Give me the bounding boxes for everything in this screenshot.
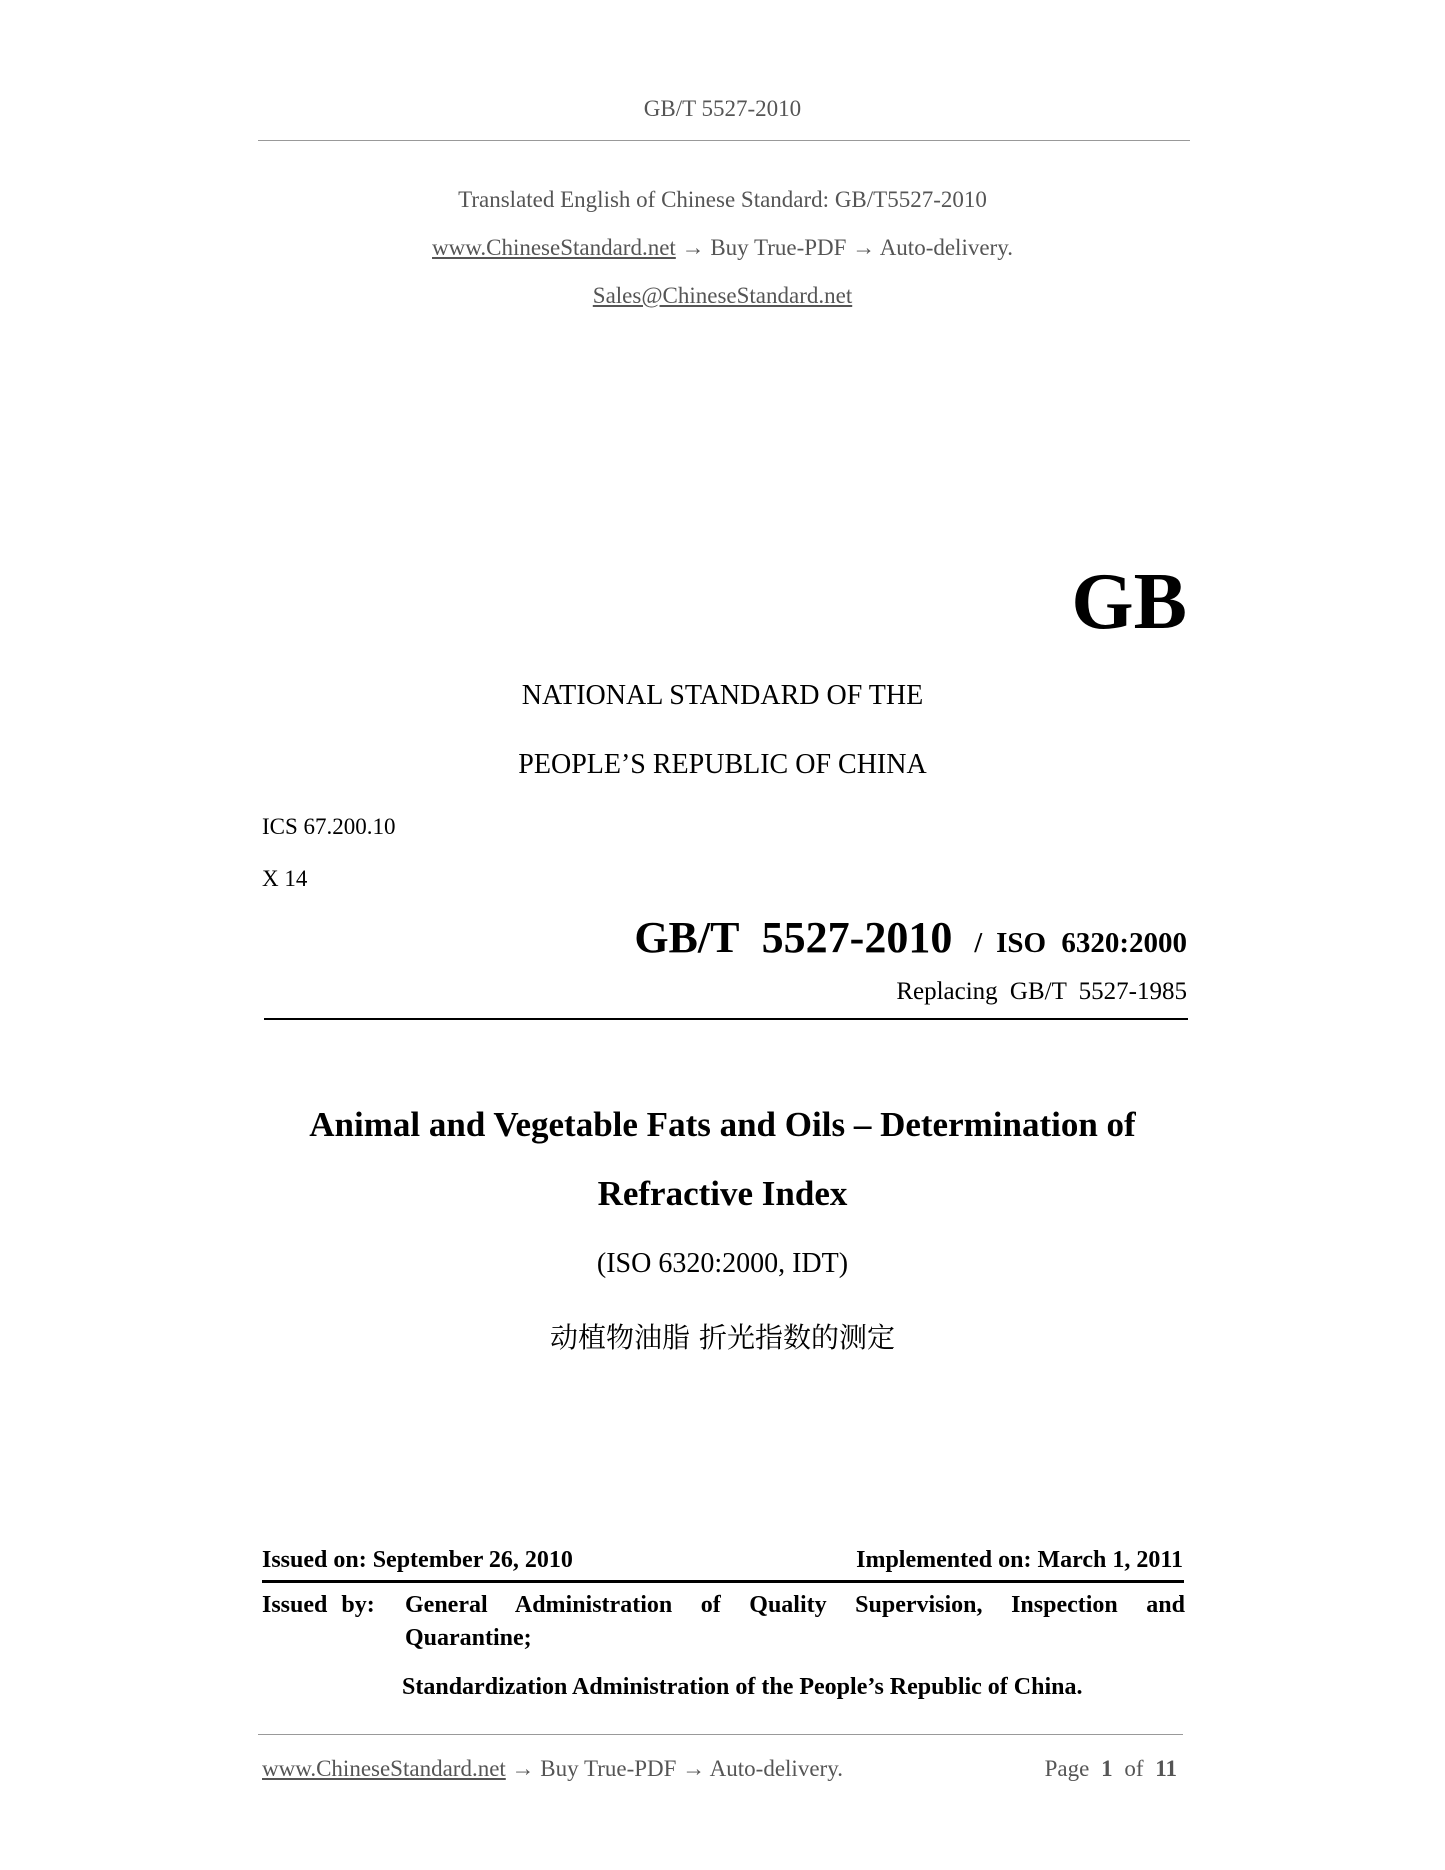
page-total: 11	[1155, 1756, 1177, 1781]
chinese-title: 动植物油脂 折光指数的测定	[550, 1321, 895, 1354]
footer-auto-delivery-text: Auto-delivery.	[709, 1756, 843, 1781]
header-divider	[258, 140, 1190, 141]
email-link[interactable]: Sales@ChineseStandard.net	[592, 283, 853, 308]
document-title-line1: Animal and Vegetable Fats and Oils – Determination of	[309, 1105, 1136, 1144]
document-title-line2: Refractive Index	[597, 1174, 848, 1213]
national-standard-line1: NATIONAL STANDARD OF THE	[521, 680, 924, 711]
title-divider	[264, 1018, 1188, 1020]
ics-code: ICS 67.200.10	[262, 814, 396, 839]
running-title: GB/T 5527-2010	[643, 96, 802, 121]
issued-by-line1: General Administration of Quality Supervision, Inspection and	[405, 1592, 1185, 1618]
page-current: 1	[1101, 1756, 1113, 1781]
issued-on: Issued on: September 26, 2010	[262, 1547, 573, 1573]
issued-by-line2: Quarantine;	[405, 1625, 532, 1651]
email-line	[0, 283, 1445, 309]
auto-delivery-text: Auto-delivery.	[879, 235, 1013, 260]
issue-divider	[262, 1580, 1184, 1583]
issued-by-label: Issued by:	[262, 1592, 375, 1618]
standard-number: GB/T 5527-2010	[634, 913, 953, 962]
arrow-right-icon: →	[681, 235, 705, 260]
arrow-right-icon: →	[511, 1756, 535, 1781]
page-indicator	[1045, 1756, 1177, 1782]
arrow-right-icon: →	[852, 235, 876, 260]
header-links-line	[0, 235, 1445, 261]
standard-number-line	[634, 912, 1187, 963]
iso-number: ISO 6320:2000	[996, 927, 1187, 959]
standard-slash: /	[974, 928, 983, 959]
page-label: Page	[1044, 1756, 1090, 1781]
translated-line: Translated English of Chinese Standard: GB/T5527-2010	[458, 187, 987, 212]
national-standard-line2: PEOPLE’S REPUBLIC OF CHINA	[518, 749, 927, 780]
replacing-line: Replacing GB/T 5527-1985	[896, 978, 1187, 1005]
page-of-label: of	[1124, 1756, 1144, 1781]
ccs-code: X 14	[262, 866, 308, 891]
arrow-right-icon: →	[682, 1756, 706, 1781]
footer-divider	[258, 1734, 1183, 1735]
issued-by-line3: Standardization Administration of the People’s Republic of China.	[402, 1674, 1083, 1700]
site-link[interactable]: www.ChineseStandard.net	[432, 235, 676, 260]
footer-links-line	[262, 1756, 843, 1782]
implemented-on: Implemented on: March 1, 2011	[856, 1547, 1183, 1573]
footer-buy-true-pdf-text: Buy True-PDF	[540, 1756, 677, 1781]
footer-site-link[interactable]: www.ChineseStandard.net	[262, 1756, 506, 1781]
gb-mark: GB	[1071, 558, 1187, 646]
buy-true-pdf-text: Buy True-PDF	[710, 235, 847, 260]
iso-reference: (ISO 6320:2000, IDT)	[596, 1248, 849, 1279]
